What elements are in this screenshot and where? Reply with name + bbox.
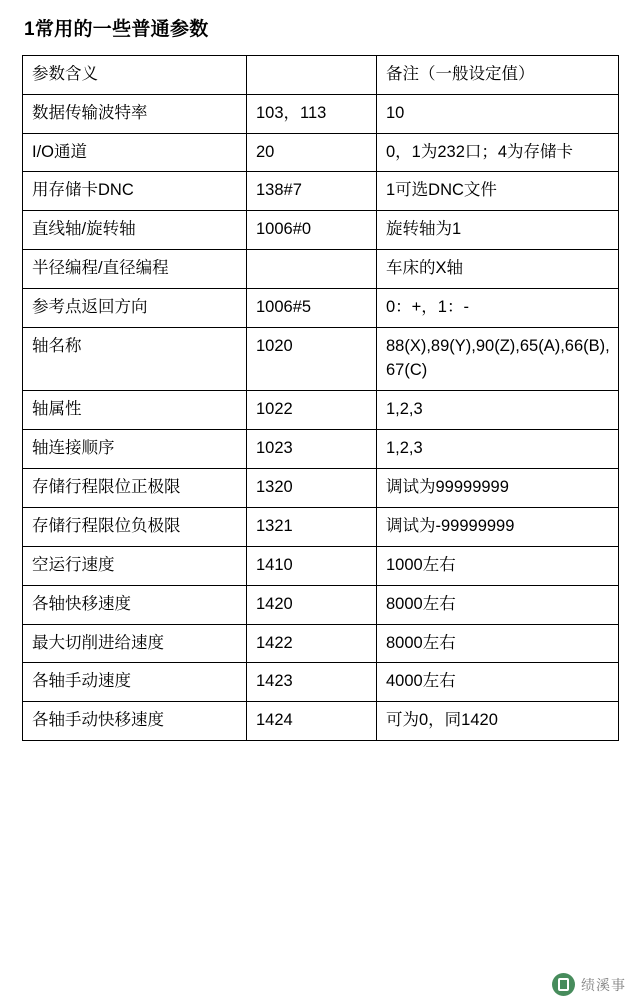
table-cell-number: 1022 bbox=[247, 390, 377, 429]
table-cell-meaning: I/O通道 bbox=[23, 133, 247, 172]
table-cell-number: 1410 bbox=[247, 546, 377, 585]
table-cell-note: 10 bbox=[377, 94, 619, 133]
table-cell-note: 车床的X轴 bbox=[377, 250, 619, 289]
table-row bbox=[23, 328, 619, 391]
table-cell-note: 可为0，同1420 bbox=[377, 702, 619, 741]
table-cell-meaning: 最大切削进给速度 bbox=[23, 624, 247, 663]
table-cell-meaning: 用存储卡DNC bbox=[23, 172, 247, 211]
table-cell-meaning: 各轴快移速度 bbox=[23, 585, 247, 624]
table-row bbox=[23, 507, 619, 546]
table-row bbox=[23, 468, 619, 507]
table-header-row bbox=[23, 55, 619, 94]
table-cell-meaning: 轴连接顺序 bbox=[23, 429, 247, 468]
table-cell-meaning: 空运行速度 bbox=[23, 546, 247, 585]
table-row bbox=[23, 133, 619, 172]
table-cell-note: 0：+，1：- bbox=[377, 289, 619, 328]
table-cell-number: 138#7 bbox=[247, 172, 377, 211]
table-row bbox=[23, 546, 619, 585]
table-header-cell: 参数含义 bbox=[23, 55, 247, 94]
table-cell-number: 103，113 bbox=[247, 94, 377, 133]
table-row bbox=[23, 429, 619, 468]
table-cell-meaning: 轴名称 bbox=[23, 328, 247, 391]
table-cell-number: 1006#0 bbox=[247, 211, 377, 250]
table-cell-note: 8000左右 bbox=[377, 585, 619, 624]
table-cell-note: 调试为99999999 bbox=[377, 468, 619, 507]
table-cell-note: 1000左右 bbox=[377, 546, 619, 585]
table-cell-number: 20 bbox=[247, 133, 377, 172]
table-row bbox=[23, 624, 619, 663]
table-cell-number: 1424 bbox=[247, 702, 377, 741]
table-cell-meaning: 各轴手动速度 bbox=[23, 663, 247, 702]
table-cell-meaning: 存储行程限位正极限 bbox=[23, 468, 247, 507]
table-cell-note: 8000左右 bbox=[377, 624, 619, 663]
table-cell-number: 1023 bbox=[247, 429, 377, 468]
book-logo-icon bbox=[552, 973, 575, 996]
table-row bbox=[23, 211, 619, 250]
table-cell-meaning: 直线轴/旋转轴 bbox=[23, 211, 247, 250]
table-row bbox=[23, 94, 619, 133]
watermark-text: 绩溪事 bbox=[581, 976, 626, 993]
table-cell-note: 1可选DNC文件 bbox=[377, 172, 619, 211]
table-header-cell: 备注（一般设定值） bbox=[377, 55, 619, 94]
parameter-table bbox=[22, 55, 619, 742]
table-row bbox=[23, 250, 619, 289]
table-cell-meaning: 数据传输波特率 bbox=[23, 94, 247, 133]
table-cell-note: 88(X),89(Y),90(Z),65(A),66(B),67(C) bbox=[377, 328, 619, 391]
table-cell-number: 1321 bbox=[247, 507, 377, 546]
page-title: 1常用的一些普通参数 bbox=[24, 19, 209, 40]
table-cell-number: 1020 bbox=[247, 328, 377, 391]
table-cell-meaning: 各轴手动快移速度 bbox=[23, 702, 247, 741]
table-cell-note: 1,2,3 bbox=[377, 429, 619, 468]
table-cell-note: 4000左右 bbox=[377, 663, 619, 702]
table-cell-meaning: 存储行程限位负极限 bbox=[23, 507, 247, 546]
table-cell-number: 1006#5 bbox=[247, 289, 377, 328]
table-row bbox=[23, 702, 619, 741]
table-row bbox=[23, 289, 619, 328]
table-row bbox=[23, 390, 619, 429]
table-cell-meaning: 轴属性 bbox=[23, 390, 247, 429]
table-cell-note: 旋转轴为1 bbox=[377, 211, 619, 250]
table-cell-number: 1422 bbox=[247, 624, 377, 663]
table-cell-number: 1423 bbox=[247, 663, 377, 702]
table-cell-number: 1320 bbox=[247, 468, 377, 507]
table-cell-note: 调试为-99999999 bbox=[377, 507, 619, 546]
table-row bbox=[23, 172, 619, 211]
table-row bbox=[23, 585, 619, 624]
table-cell-note: 1,2,3 bbox=[377, 390, 619, 429]
table-cell-meaning: 半径编程/直径编程 bbox=[23, 250, 247, 289]
table-row bbox=[23, 663, 619, 702]
watermark bbox=[552, 973, 626, 996]
table-cell-number: 1420 bbox=[247, 585, 377, 624]
table-cell-note: 0，1为232口；4为存储卡 bbox=[377, 133, 619, 172]
table-cell-number bbox=[247, 250, 377, 289]
table-header-cell bbox=[247, 55, 377, 94]
table-cell-meaning: 参考点返回方向 bbox=[23, 289, 247, 328]
